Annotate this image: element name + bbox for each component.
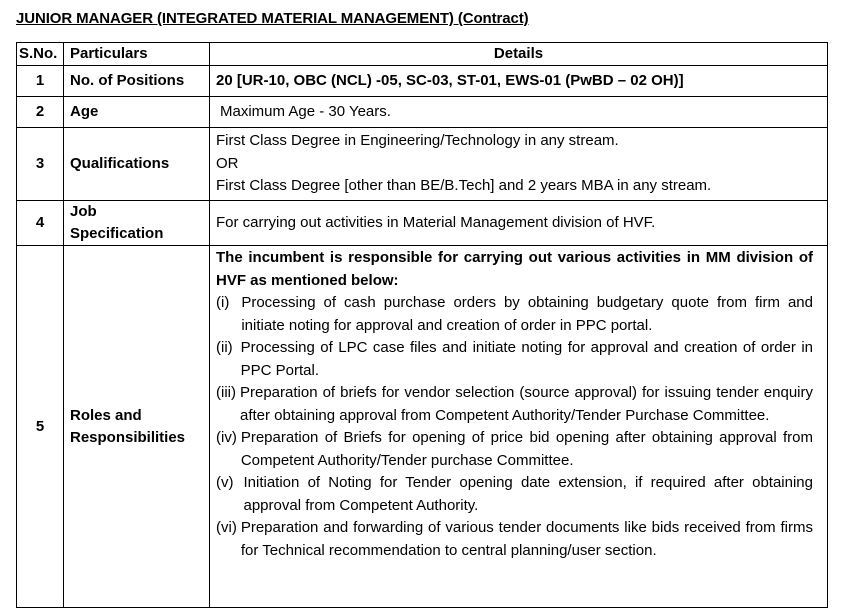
document-title: JUNIOR MANAGER (INTEGRATED MATERIAL MANAGEMENT) (Contract) [16, 10, 529, 27]
table-row [17, 97, 828, 128]
positions-detail: 20 [UR-10, OBC (NCL) -05, SC-03, ST-01, EWS-01 (PwBD – 02 OH)] [210, 66, 828, 97]
qualification-line: First Class Degree [other than BE/B.Tech] and 2 years MBA in any stream. [216, 177, 712, 195]
item-number: (iii) [216, 384, 236, 401]
header-particulars: Particulars [64, 43, 210, 66]
list-item [216, 517, 813, 562]
roles-detail [210, 246, 828, 608]
item-number: (iv) [216, 429, 237, 446]
particular-line: Specification [70, 225, 164, 242]
table-row [17, 246, 828, 608]
header-sno: S.No. [17, 43, 64, 66]
item-number: (i) [216, 294, 230, 311]
roles-intro: The incumbent is responsible for carrying out various activities in MM division of HVF as mentioned below: [216, 249, 813, 289]
item-text: Processing of LPC case files and initiate noting for approval and creation of order in PPC Portal. [240, 339, 813, 379]
table-header-row [17, 43, 828, 66]
row-particular [64, 201, 210, 246]
list-item [216, 427, 813, 472]
row-particular: No. of Positions [64, 66, 210, 97]
row-particular: Qualifications [64, 128, 210, 201]
item-number: (vi) [216, 519, 237, 536]
table-row [17, 128, 828, 201]
item-number: (ii) [216, 339, 233, 356]
job-details-table [16, 42, 828, 608]
table-row [17, 66, 828, 97]
row-sno: 5 [17, 246, 64, 608]
age-detail: Maximum Age - 30 Years. [210, 97, 828, 128]
item-text: Preparation of Briefs for opening of price bid opening after obtaining approval from Competent Authority/Tender purchase Committee. [240, 429, 813, 469]
particular-line: Roles and [70, 406, 142, 424]
particular-line: Job [70, 203, 97, 220]
row-sno: 1 [17, 66, 64, 97]
qualification-line: First Class Degree in Engineering/Technology in any stream. [216, 132, 619, 150]
job-detail: For carrying out activities in Material Management division of HVF. [210, 201, 828, 246]
list-item [216, 337, 813, 382]
row-particular: Age [64, 97, 210, 128]
particular-line: Responsibilities [70, 428, 186, 446]
row-sno: 3 [17, 128, 64, 201]
qualifications-detail [210, 128, 828, 201]
row-sno: 4 [17, 201, 64, 246]
row-sno: 2 [17, 97, 64, 128]
item-text: Initiation of Noting for Tender opening date extension, if required after obtaining approval from Competent Authority. [243, 474, 813, 514]
item-text: Processing of cash purchase orders by obtaining budgetary quote from firm and initiate noting for approval and creation of order in PPC portal. [241, 294, 813, 334]
header-details: Details [210, 43, 828, 66]
qualification-line: OR [216, 154, 239, 172]
item-text: Preparation and forwarding of various tender documents like bids received from firms for Technical recommendation to central planning/user section. [240, 519, 813, 559]
item-number: (v) [216, 474, 234, 491]
list-item [216, 472, 813, 517]
table-row [17, 201, 828, 246]
item-text: Preparation of briefs for vendor selection (source approval) for issuing tender enquiry after obtaining approval from Competent Authority/Tender Purchase Committee. [240, 384, 813, 424]
row-particular [64, 246, 210, 608]
list-item [216, 382, 813, 427]
list-item [216, 292, 813, 337]
